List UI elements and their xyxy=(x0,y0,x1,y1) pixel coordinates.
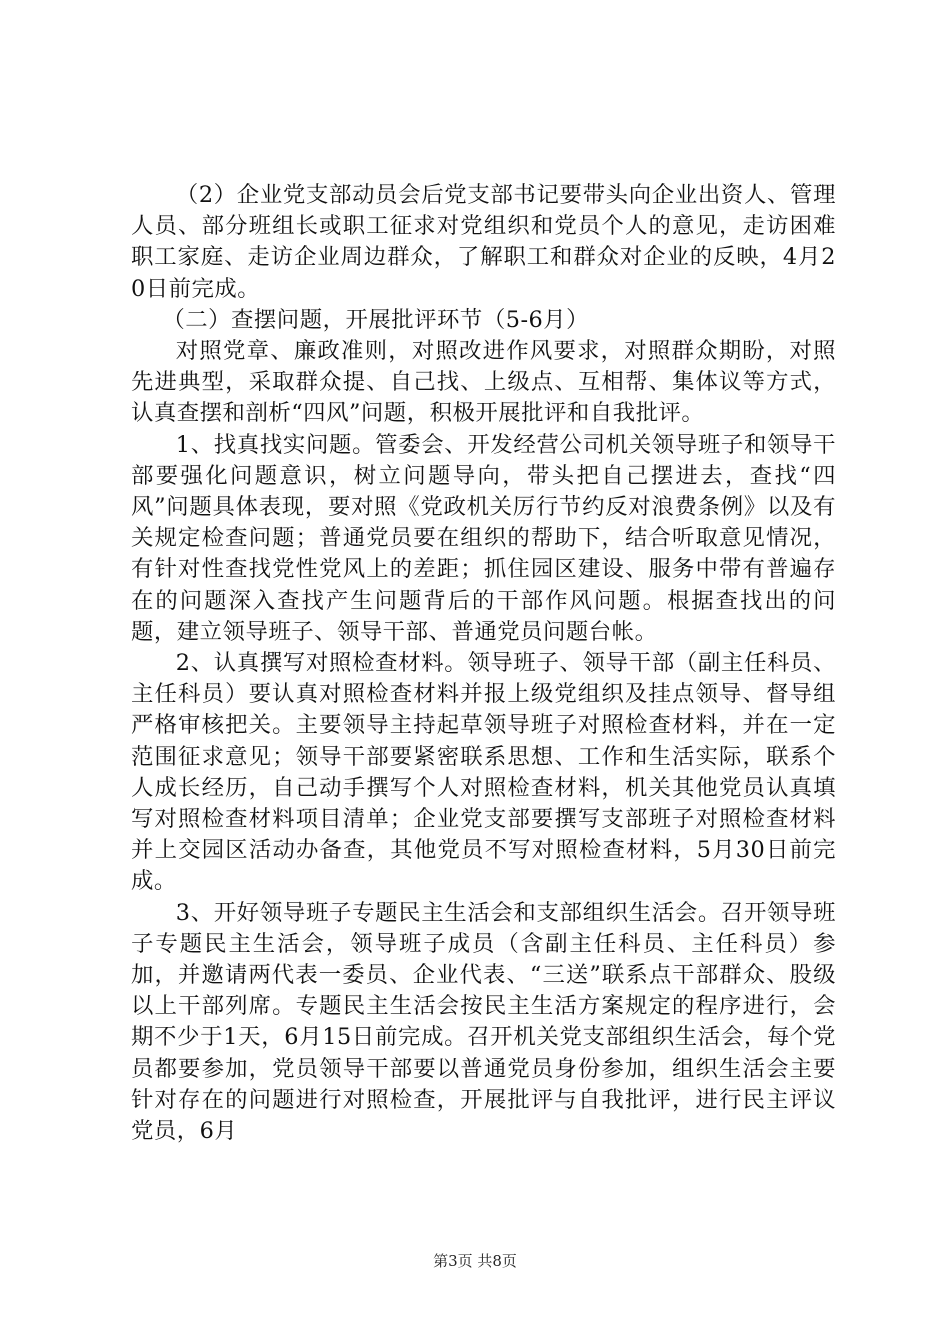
page-number-footer: 第3页 共8页 xyxy=(433,1252,517,1270)
paragraph-democratic-life-meeting: 3、开好领导班子专题民主生活会和支部组织生活会。召开领导班子专题民主生活会，领导班子成员（含副主任科员、主任科员）参加，并邀请两代表一委员、企业代表、“三送”联系点干部群众、股级以上干部列席。专题民主生活会按民主生活方案规定的程序进行，会期不少于1天，6月15日前完成。召开机关党支部组织生活会，每个党员都要参加，党员领导干部要以普通党员身份参加，组织生活会主要针对存在的问题进行对照检查，开展批评与自我批评，进行民主评议党员，6月 xyxy=(131,899,836,1145)
paragraph-find-real-problems: 1、找真找实问题。管委会、开发经营公司机关领导班子和领导干部要强化问题意识，树立问题导向，带头把自己摆进去，查找“四风”问题具体表现，要对照《党政机关厉行节约反对浪费条例》以及有关规定检查问题；普通党员要在组织的帮助下，结合听取意见情况，有针对性查找党性党风上的差距；抓住园区建设、服务中带有普遍存在的问题深入查找产生问题背后的干部作风问题。根据查找出的问题，建立领导班子、领导干部、普通党员问题台帐。 xyxy=(131,431,836,645)
document-body xyxy=(131,180,836,1147)
paragraph-four-winds-review: 对照党章、廉政准则，对照改进作风要求，对照群众期盼，对照先进典型，采取群众提、自己找、上级点、互相帮、集体议等方式，认真查摆和剖析“四风”问题，积极开展批评和自我批评。 xyxy=(131,338,836,427)
paragraph-party-branch-mobilization: （2）企业党支部动员会后党支部书记要带头向企业出资人、管理人员、部分班组长或职工征求对党组织和党员个人的意见，走访困难职工家庭、走访企业周边群众，了解职工和群众对企业的反映，4月20日前完成。 xyxy=(131,182,836,302)
section-heading-review-criticism: （二）查摆问题，开展批评环节（5-6月） xyxy=(162,306,590,333)
paragraph-write-inspection-materials: 2、认真撰写对照检查材料。领导班子、领导干部（副主任科员、主任科员）要认真对照检查材料并报上级党组织及挂点领导、督导组严格审核把关。主要领导主持起草领导班子对照检查材料，并在一定范围征求意见；领导干部要紧密联系思想、工作和生活实际，联系个人成长经历，自己动手撰写个人对照检查材料，机关其他党员认真填写对照检查材料项目清单；企业党支部要撰写支部班子对照检查材料并上交园区活动办备查，其他党员不写对照检查材料，5月30日前完成。 xyxy=(131,650,836,895)
